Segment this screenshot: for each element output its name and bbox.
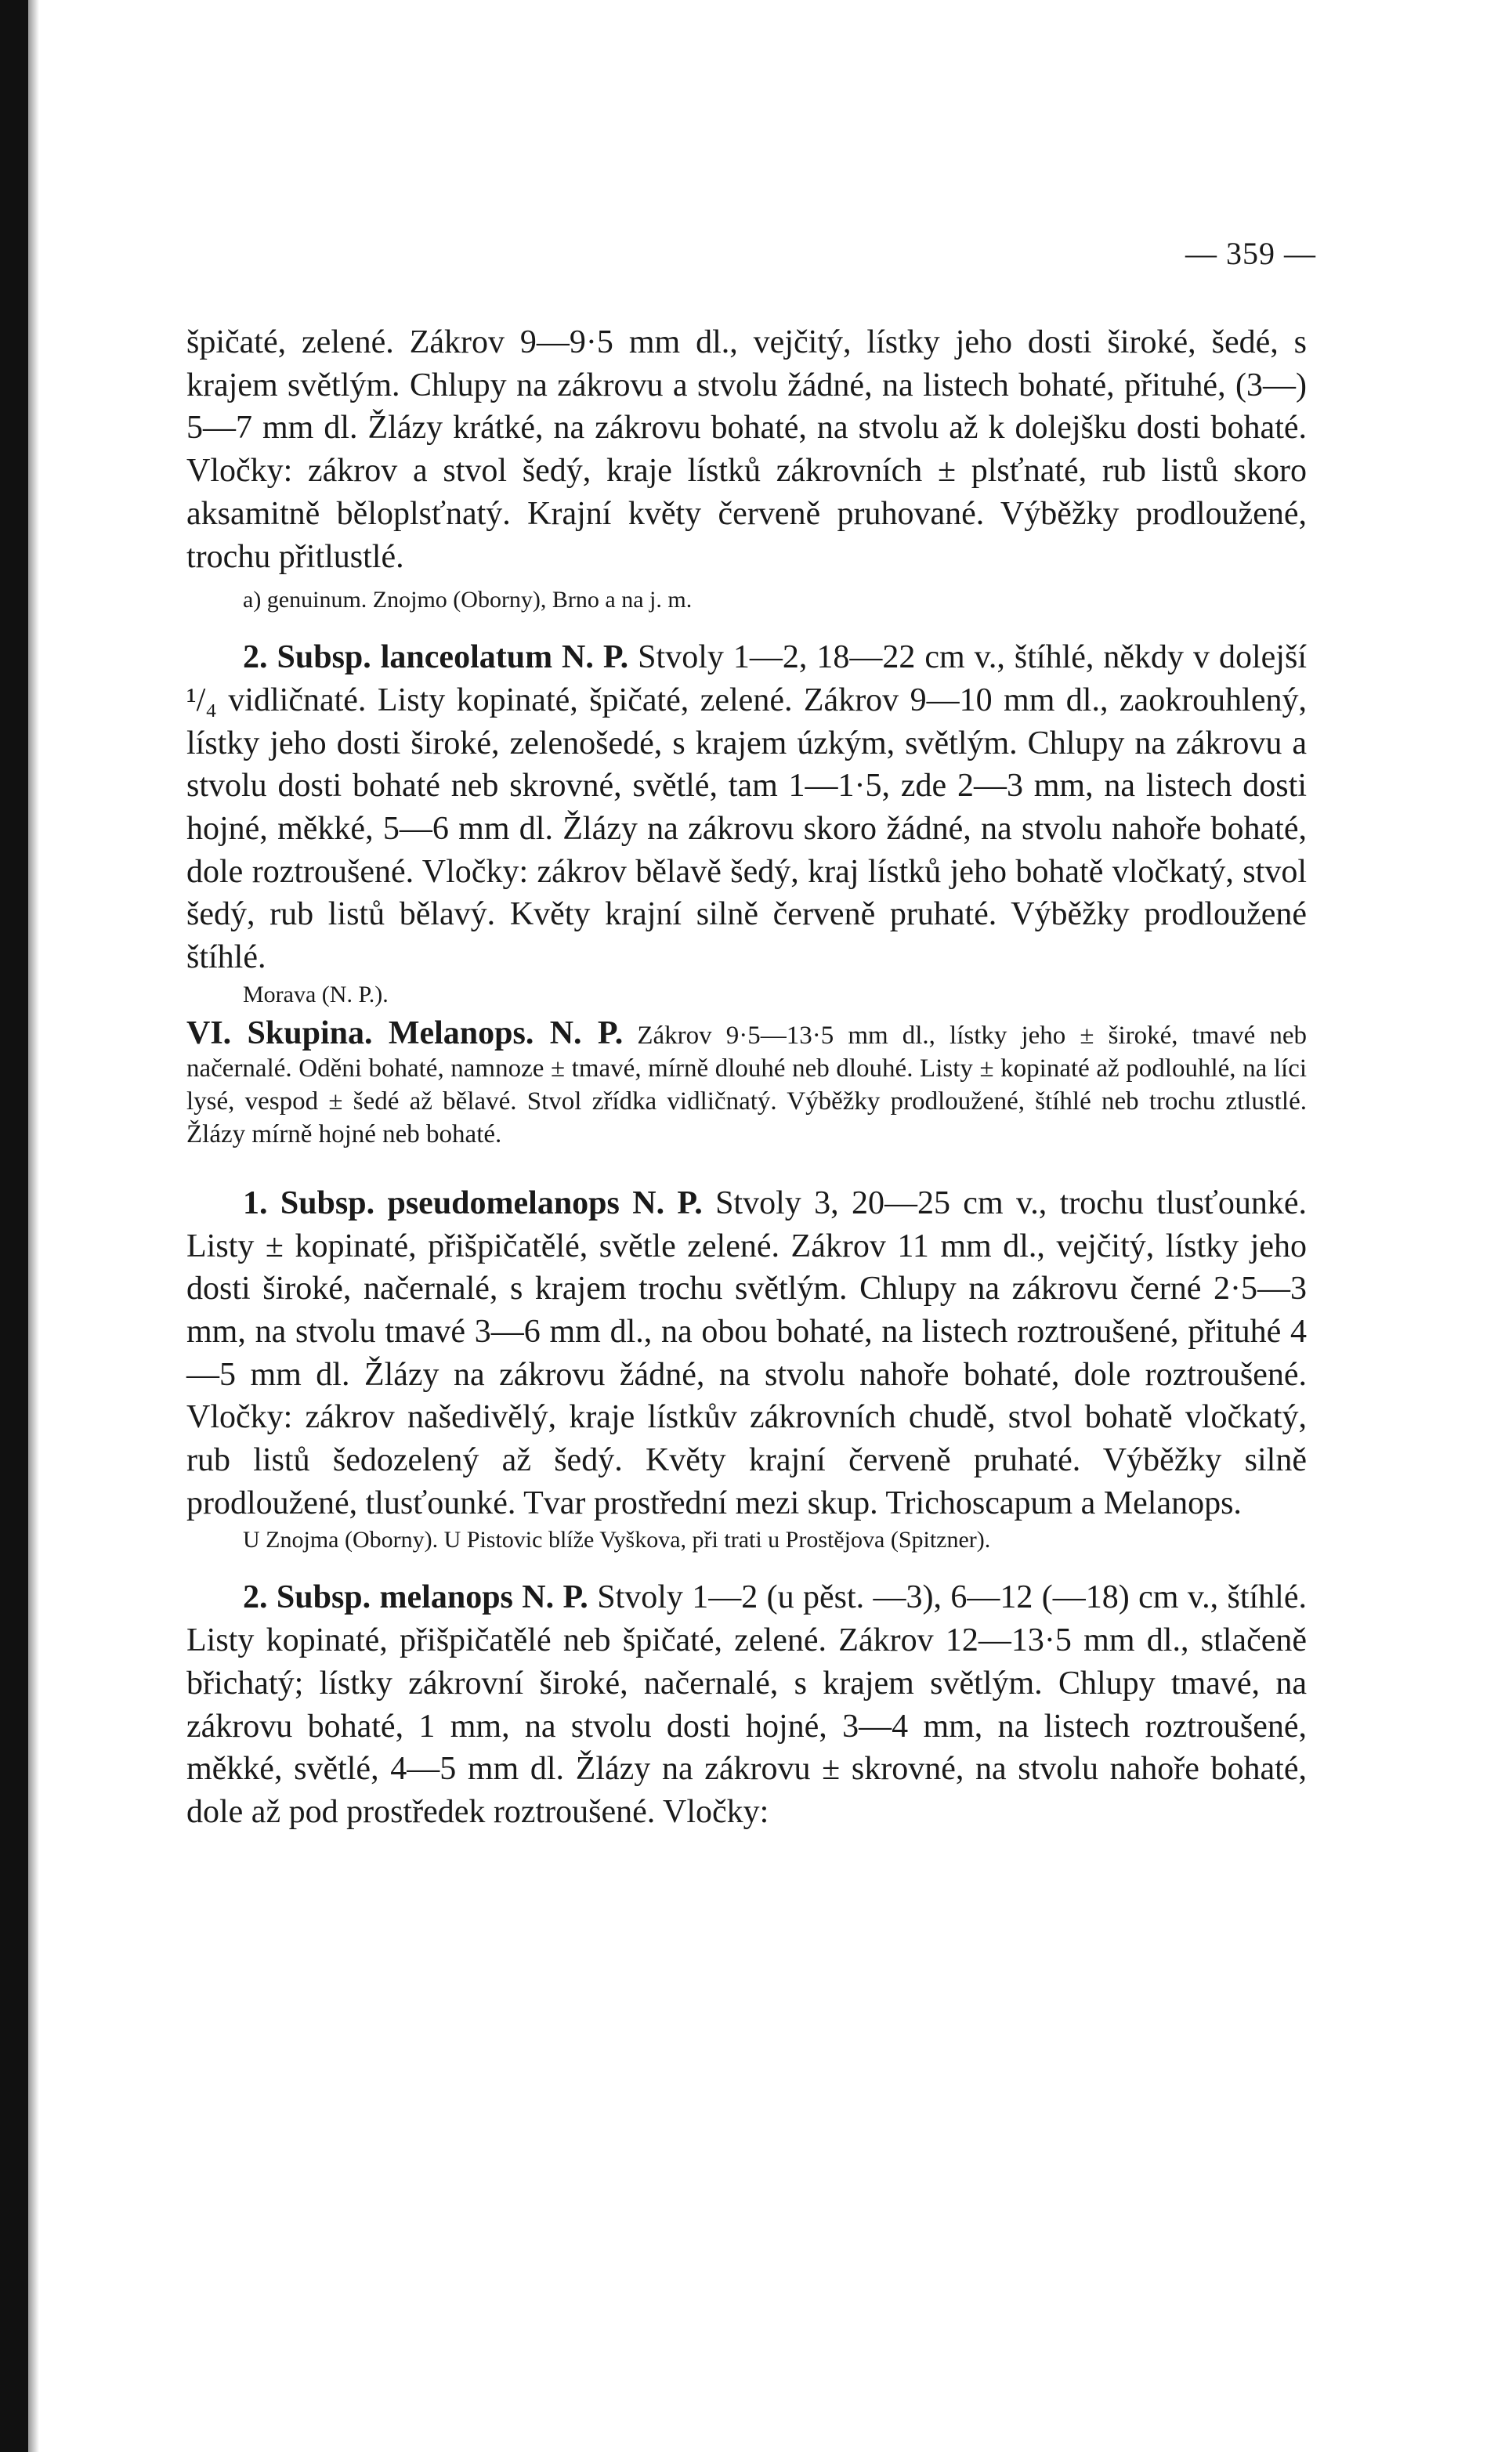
lanceolatum-text: Stvoly 1—2, 18—22 cm v., štíhlé, někdy v dolejší ¹/₄ vidličnaté. Listy kopinaté, špičaté, zelené. Zákrov 9—10 mm dl., zaokrouhlený, lístky jeho dosti široké, zelenošedé, s krajem úzkým, světlým. Chlupy na zákrovu a stvolu dosti bohaté neb skrovné, světlé, tam 1—1·5, zde 2—3 mm, na listech dosti hojné, měkké, 5—6 mm dl. Žlázy na zákrovu skoro žádné, na stvolu nahoře bohaté, dole roztroušené. Vločky: zákrov bělavě šedý, kraj lístků jeho bohatě vločkatý, stvol šedý, rub listů bělavý. Květy krajní silně červeně pruhaté. Výběžky prodloužené štíhlé.: [186, 639, 1307, 976]
melanops-text: Stvoly 1—2 (u pěst. —3), 6—12 (—18) cm v., štíhlé. Listy kopinaté, přišpičatělé neb špičaté, zelené. Zákrov 12—13·5 mm dl., stlačeně břichatý; lístky zákrovní široké, načernalé, s krajem světlým. Chlupy tmavé, na zákrovu bohaté, 1 mm, na stvolu dosti hojné, 3—4 mm, na listech roztroušené, měkké, světlé, 4—5 mm dl. Žlázy na zákrovu ± skrovné, na stvolu nahoře bohaté, dole až pod prostředek roztroušené. Vločky:: [186, 1579, 1307, 1830]
page-number: — 359 —: [1185, 236, 1316, 271]
page-binding-shadow: [28, 0, 39, 2452]
genuinum-note: a) genuinum. Znojmo (Oborny), Brno a na j. m.: [243, 587, 693, 613]
pseudomelanops-note: U Znojma (Oborny). U Pistovic blíže Vyškova, při trati u Prostějova (Spitzner).: [243, 1527, 991, 1553]
page-binding-edge: [0, 0, 28, 2452]
intro-paragraph: špičaté, zelené. Zákrov 9—9·5 mm dl., vejčitý, lístky jeho dosti široké, šedé, s krajem světlým. Chlupy na zákrovu a stvolu žádné, na listech bohaté, přituhé, (3—) 5—7 mm dl. Žlázy krátké, na zákrovu bohaté, na stvolu až k dolejšku dosti bohaté. Vločky: zákrov a stvol šedý, kraje lístků zákrovních ± plsťnaté, rub listů skoro aksamitně běloplsťnatý. Krajní květy červeně pruhované. Výběžky prodloužené, trochu přitlustlé.: [186, 324, 1307, 575]
pseudomelanops-paragraph: [186, 1182, 1307, 1525]
melanops-paragraph: [186, 1576, 1307, 1833]
pseudomelanops-text: Stvoly 3, 20—25 cm v., trochu tlusťounké. Listy ± kopinaté, přišpičatělé, světle zelené. Zákrov 11 mm dl., vejčitý, lístky jeho dosti široké, načernalé, s krajem trochu světlým. Chlupy na zákrovu černé 2·5—3 mm, na stvolu tmavé 3—6 mm dl., na obou bohaté, na listech roztroušené, přituhé 4—5 mm dl. Žlázy na zákrovu žádné, na stvolu nahoře bohaté, dole roztroušené. Vločky: zákrov našedivělý, kraje lístkův zákrovních chudě, stvol bohatě vločkatý, rub listů šedozelený až šedý. Květy krajní červeně pruhaté. Výběžky silně prodloužené, tlusťounké. Tvar prostřední mezi skup. Trichoscapum a Melanops.: [186, 1184, 1307, 1521]
lanceolatum-note: Morava (N. P.).: [243, 981, 389, 1007]
melanops-heading: 2. Subsp. melanops N. P.: [243, 1579, 588, 1616]
group-vi-paragraph: [186, 1014, 1308, 1151]
group-vi-heading: VI. Skupina. Melanops. N. P.: [186, 1014, 624, 1051]
lanceolatum-heading: 2. Subsp. lanceolatum N. P.: [243, 639, 629, 676]
pseudomelanops-heading: 1. Subsp. pseudomelanops N. P.: [243, 1184, 703, 1221]
lanceolatum-paragraph: [186, 636, 1307, 979]
page-content: [186, 321, 1307, 1834]
group-vi-text: Zákrov 9·5—13·5 mm dl., lístky jeho ± široké, tmavé neb načernalé. Oděni bohaté, namnoze ± tmavé, mírně dlouhé neb dlouhé. Listy ± kopinaté až podlouhlé, na líci lysé, vespod ± šedé až bělavé. Stvol zřídka vidličnatý. Výběžky prodloužené, štíhlé neb trochu ztlustlé. Žlázy mírně hojné neb bohaté.: [186, 1021, 1308, 1148]
